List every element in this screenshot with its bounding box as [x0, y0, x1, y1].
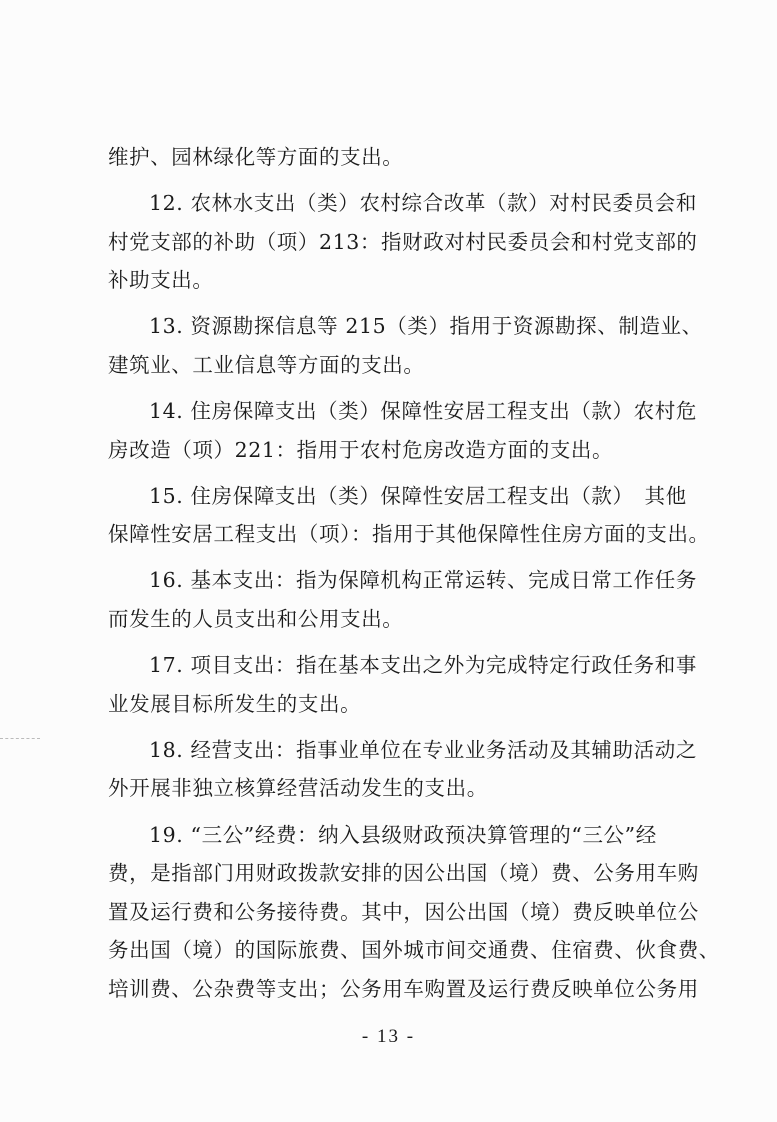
body-text: [108, 138, 720, 1008]
paragraph-line: 业发展目标所发生的支出。: [108, 691, 362, 716]
paragraph-line: 建筑业、工业信息等方面的支出。: [108, 352, 425, 377]
paragraph-line: 18. 经营支出：指事业单位在专业业务活动及其辅助活动之: [149, 737, 697, 762]
paragraph-line: 17. 项目支出：指在基本支出之外为完成特定行政任务和事: [149, 653, 697, 678]
paragraph-line: 置及运行费和公务接待费。其中，因公出国（境）费反映单位公: [108, 899, 699, 924]
paragraph-line: 保障性安居工程支出（项）：指用于其他保障性住房方面的支出。: [108, 522, 710, 547]
paragraph-line: 补助支出。: [108, 268, 214, 293]
paragraph-line: 14. 住房保障支出（类）保障性安居工程支出（款）农村危: [149, 399, 697, 424]
paragraph-line: 19. “三公”经费：纳入县级财政预决算管理的“三公”经: [149, 822, 657, 847]
paragraph-line: 务出国（境）的国际旅费、国外城市间交通费、住宿费、伙食费、: [108, 938, 720, 963]
paragraph-line: 培训费、公杂费等支出；公务用车购置及运行费反映单位公务用: [108, 976, 699, 1001]
paragraph-line: 15. 住房保障支出（类）保障性安居工程支出（款） 其他: [149, 483, 687, 508]
paragraph-line: 维护、园林绿化等方面的支出。: [108, 145, 404, 169]
paragraph-line: 外开展非独立核算经营活动发生的支出。: [108, 776, 488, 801]
paragraph-line: 13. 资源勘探信息等 215（类）指用于资源勘探、制造业、: [149, 314, 703, 339]
scan-artifact-mark: [0, 738, 40, 740]
paragraph-line: 费，是指部门用财政拨款安排的因公出国（境）费、公务用车购: [108, 861, 699, 886]
paragraph-line: 而发生的人员支出和公用支出。: [108, 607, 404, 632]
paragraph-line: 村党支部的补助（项）213：指财政对村民委员会和村党支部的: [108, 229, 698, 254]
paragraph-line: 16. 基本支出：指为保障机构正常运转、完成日常工作任务: [149, 568, 697, 593]
paragraph-line: 房改造（项）221：指用于农村危房改造方面的支出。: [108, 437, 614, 462]
page-number: - 13 -: [361, 1026, 416, 1047]
paragraph-line: 12. 农林水支出（类）农村综合改革（款）对村民委员会和: [149, 191, 697, 216]
